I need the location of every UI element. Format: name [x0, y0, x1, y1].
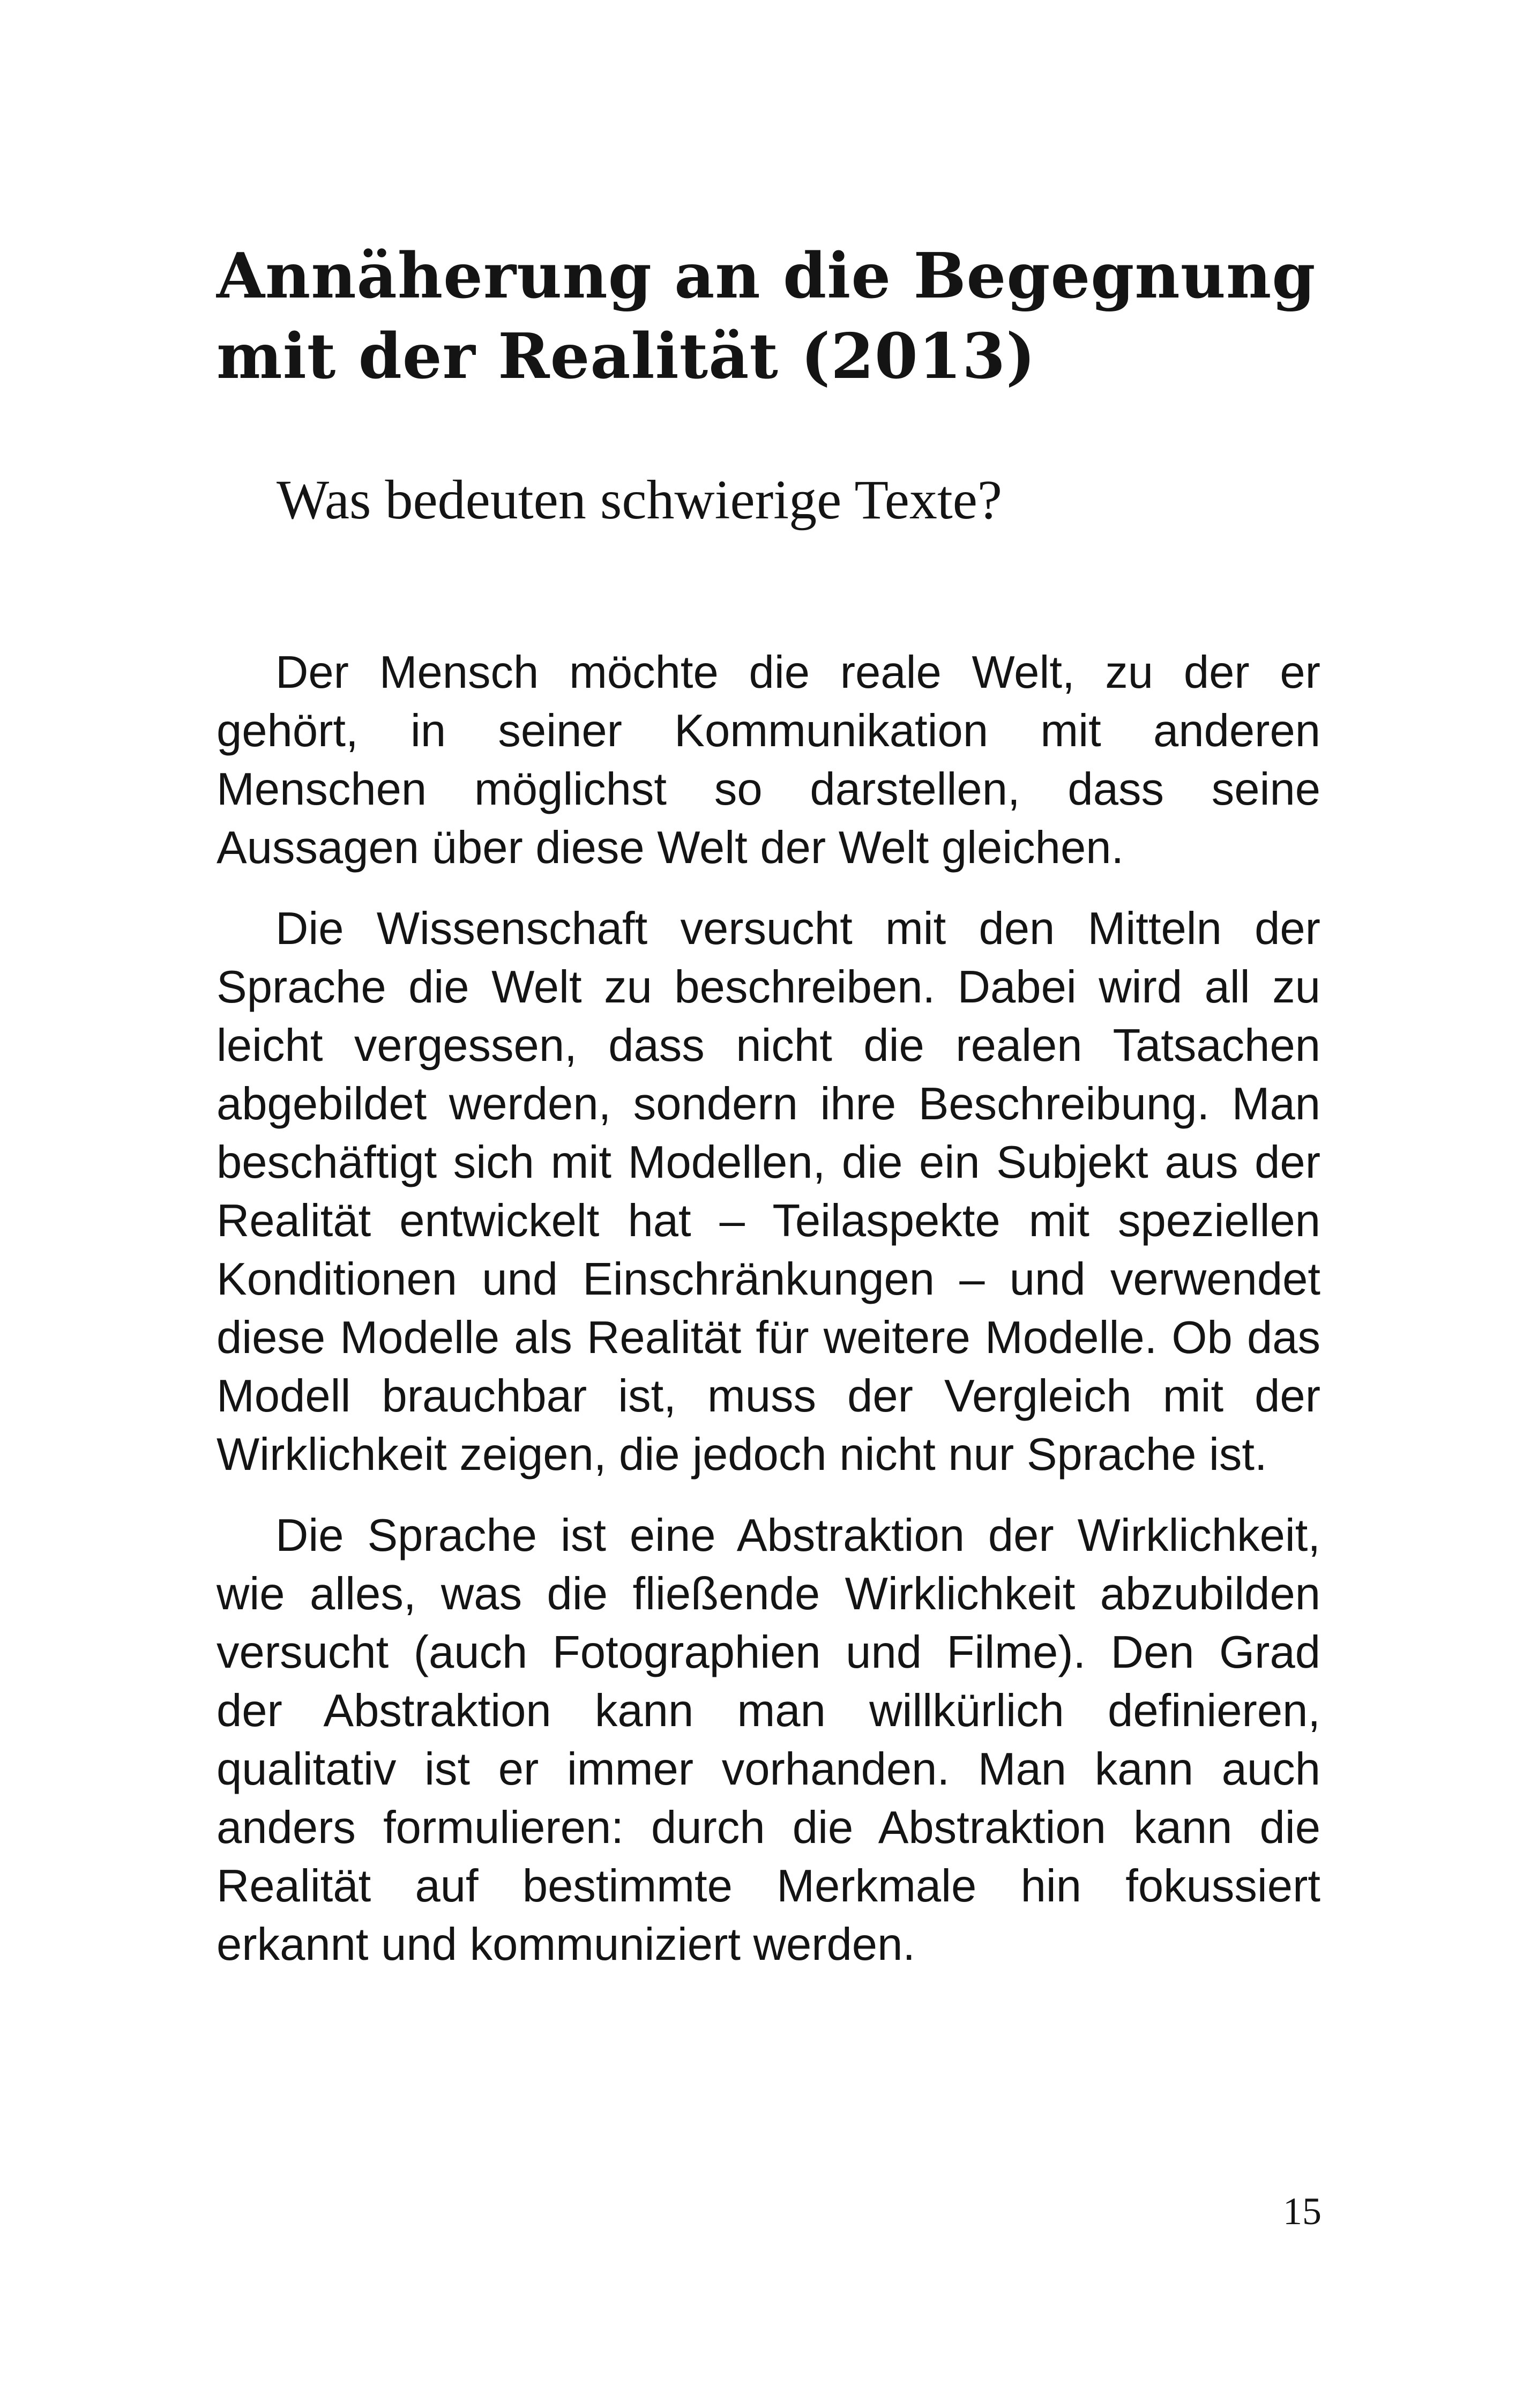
chapter-title: Annäherung an die Begegnung mit der Realität (2013) — [216, 240, 1316, 393]
page-number: 15 — [1283, 2190, 1322, 2233]
body-text — [216, 643, 1320, 1996]
paragraph-3: Die Sprache ist eine Abstraktion der Wirklichkeit, wie alles, was die fließende Wirklichkeit abzubilden versucht (auch Fotographien und Filme). Den Grad der Abstraktion kann man willkürlich definieren, qualitativ ist er immer vorhanden. Man kann auch anders formulieren: durch die Abstraktion kann die Realität auf bestimmte Merkmale hin fokussiert erkannt und kommuniziert werden. — [216, 1510, 1320, 1970]
paragraph-2: Die Wissenschaft versucht mit den Mitteln der Sprache die Welt zu beschreiben. Dabei wird all zu leicht vergessen, dass nicht die realen Tatsachen abgebildet werden, sondern ihre Beschreibung. Man beschäftigt sich mit Modellen, die ein Subjekt aus der Realität entwickelt hat – Teilaspekte mit speziellen Konditionen und Einschränkungen – und verwendet diese Modelle als Realität für weitere Modelle. Ob das Modell brauchbar ist, muss der Vergleich mit der Wirklichkeit zeigen, die jedoch nicht nur Sprache ist. — [216, 903, 1320, 1480]
paragraph-1: Der Mensch möchte die reale Welt, zu der er gehört, in seiner Kommunikation mit anderen Menschen möglichst so darstellen, dass seine Aussagen über diese Welt der Welt gleichen. — [216, 647, 1320, 873]
section-subtitle: Was bedeuten schwierige Texte? — [277, 469, 1003, 531]
